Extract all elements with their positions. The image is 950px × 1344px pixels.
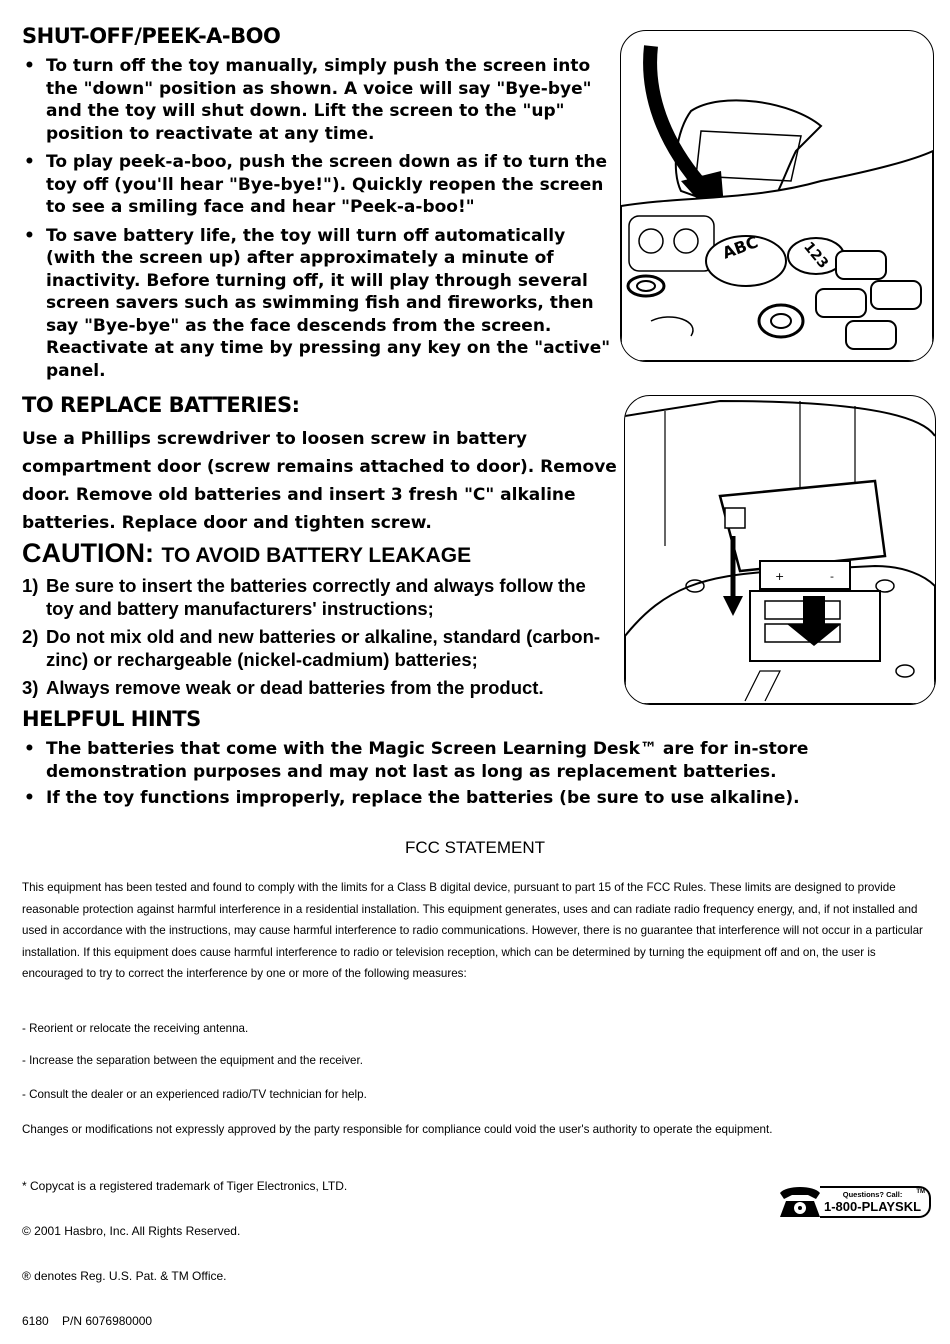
caution-number: 1)	[22, 575, 39, 596]
caution-item	[22, 574, 612, 620]
hints-list	[22, 738, 922, 816]
caution-text: Be sure to insert the batteries correctly and always follow the toy and battery manufacturers' instructions;	[46, 575, 586, 619]
list-item: • To save battery life, the toy will turn off automatically (with the screen up) after approximately a minute of inactivity. Before turning off, it will play through several screen savers such as swimming fish and fireworks, then say "Bye-bye" as the face descends from the screen. Reactivate at any time by pressing any key on the "active" panel.	[22, 225, 614, 383]
footer-line: * Copycat is a registered trademark of Tiger Electronics, LTD.	[22, 1179, 348, 1193]
fcc-measure: - Consult the dealer or an experienced radio/TV technician for help.	[22, 1088, 367, 1101]
shutoff-heading: SHUT-OFF/PEEK-A-BOO	[22, 24, 281, 48]
telephone-icon	[776, 1183, 824, 1221]
list-item: • If the toy functions improperly, replace the batteries (be sure to use alkaline).	[22, 787, 922, 810]
questions-label: Questions? Call:	[842, 1190, 903, 1199]
list-item: • The batteries that come with the Magic Screen Learning Desk™ are for in-store demonstration purposes and may not last as long as replacement batteries.	[22, 738, 922, 783]
caution-item	[22, 676, 612, 699]
minus-sign: -	[830, 570, 834, 583]
battery-illustration	[624, 395, 936, 705]
hotline-number: 1-800-PLAYSKL	[824, 1199, 922, 1214]
tm-mark: TM	[916, 1189, 926, 1195]
caution-list	[22, 574, 612, 704]
list-item: • To play peek-a-boo, push the screen down as if to turn the toy off (you'll hear "Bye-bye!"). Quickly reopen the screen to see a smiling face and hear "Peek-a-boo!"	[22, 151, 614, 219]
desk-screen-drawing	[621, 31, 933, 361]
caution-number: 2)	[22, 626, 39, 647]
num-label: 123	[800, 239, 832, 272]
fcc-measure: - Reorient or relocate the receiving antenna.	[22, 1022, 249, 1035]
plus-sign: +	[775, 570, 785, 583]
battery-door-drawing	[625, 396, 935, 704]
caution-title	[22, 538, 471, 569]
hotline-box	[820, 1186, 931, 1218]
batteries-text: Use a Phillips screwdriver to loosen screw in battery compartment door (screw remains attached to door). Remove door. Remove old batteries and insert 3 fresh "C" alkaline batteries. Replace door and tighten screw.	[22, 429, 617, 533]
footer-line: 6180 P/N 6076980000	[22, 1314, 153, 1328]
playskool-hotline	[776, 1183, 931, 1221]
caution-item	[22, 625, 612, 671]
shutoff-illustration	[620, 30, 934, 362]
footer-line: ® denotes Reg. U.S. Pat. & TM Office.	[22, 1269, 227, 1283]
caution-text: Do not mix old and new batteries or alkaline, standard (carbon-zinc) or rechargeable (nickel-cadmium) batteries;	[46, 626, 601, 670]
fcc-changes: Changes or modifications not expressly approved by the party responsible for compliance could void the user's authority to operate the equipment.	[22, 1123, 773, 1136]
fcc-paragraph: This equipment has been tested and found to comply with the limits for a Class B digital device, pursuant to part 15 of the FCC Rules. These limits are designed to provide reasonable protection against harmful interference in a residential installation. This equipment generates, uses and can radiate radio frequency energy, and, if not installed and used in accordance with the instructions, may cause harmful interference to radio communications. However, there is no guarantee that interference will not occur in a particular installation. If this equipment does cause harmful interference to radio or television reception, which can be determined by turning the equipment off and on, the user is encouraged to try to correct the interference by one or more of the following measures:	[22, 881, 923, 980]
caution-subtitle: TO AVOID BATTERY LEAKAGE	[161, 544, 472, 567]
footer-notes	[22, 1149, 347, 1344]
caution-number: 3)	[22, 677, 39, 698]
batteries-heading: TO REPLACE BATTERIES:	[22, 393, 300, 417]
shutoff-list	[22, 55, 614, 388]
caution-text: Always remove weak or dead batteries from the product.	[46, 677, 544, 698]
footer-line: © 2001 Hasbro, Inc. All Rights Reserved.	[22, 1224, 241, 1238]
abc-label: ABC	[719, 232, 761, 263]
caution-label: CAUTION:	[22, 538, 154, 568]
fcc-title: FCC STATEMENT	[404, 838, 546, 857]
fcc-measure: - Increase the separation between the equipment and the receiver.	[22, 1054, 363, 1067]
list-item: • To turn off the toy manually, simply push the screen into the "down" position as shown. A voice will say "Bye-bye" and the toy will shut down. Lift the screen to the "up" position to reactivate at any time.	[22, 55, 614, 145]
hints-heading: HELPFUL HINTS	[22, 707, 201, 731]
